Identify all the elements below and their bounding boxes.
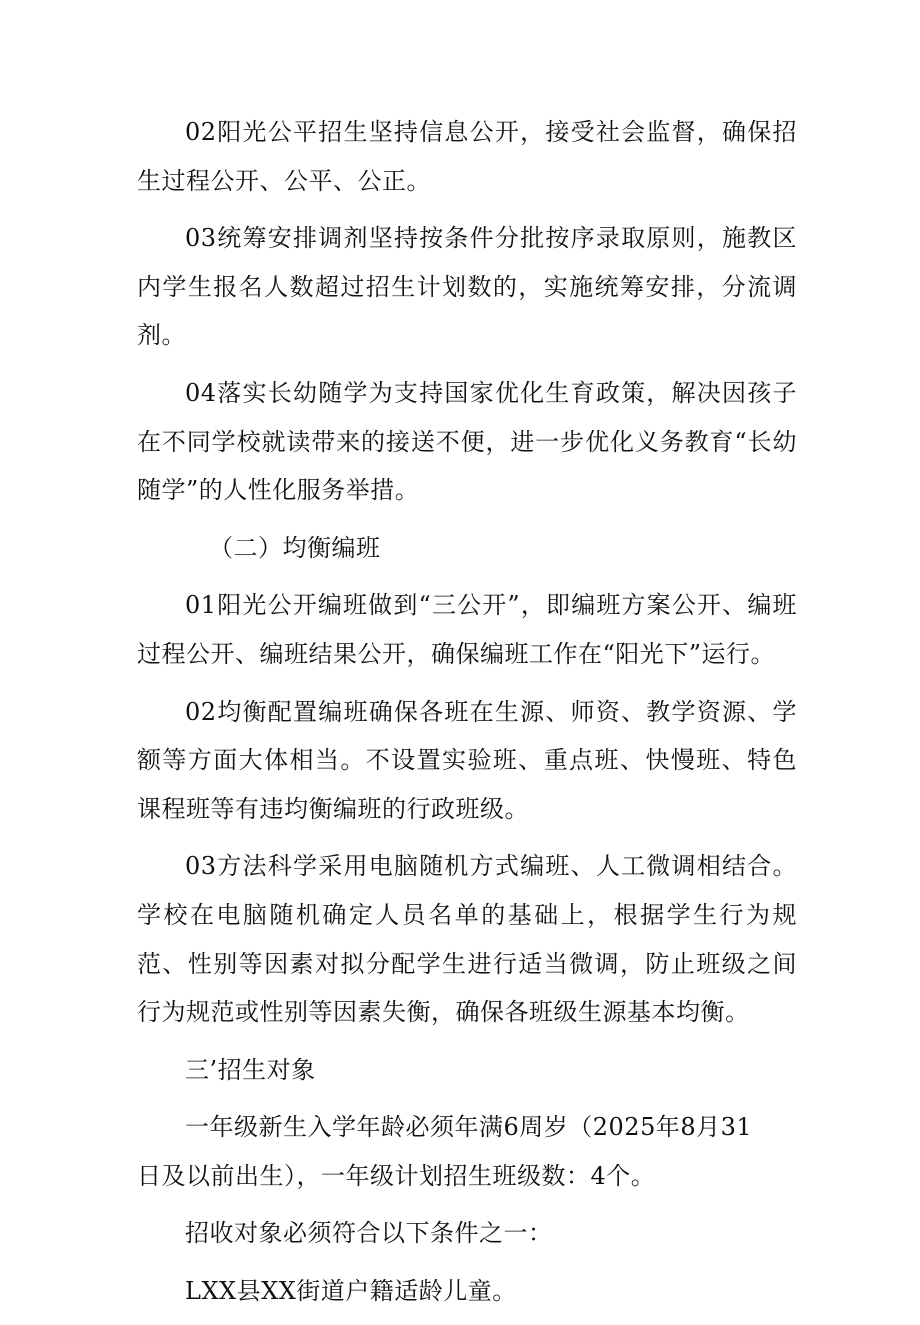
section-heading-balanced-classes: （二）均衡编班 <box>209 533 381 562</box>
document-body <box>137 108 797 1325</box>
paragraph-overall-arrangement: 03统筹安排调剂坚持按条件分批按序录取原则，施教区内学生报名人数超过招生计划数的，实施统筹安排，分流调剂。 <box>137 224 797 350</box>
section-heading-enrollment-targets: 三’招生对象 <box>185 1055 316 1084</box>
paragraph-eligibility-item-1: LXX县XX街道户籍适龄儿童。 <box>185 1277 517 1306</box>
paragraph-sibling-enrollment: 04落实长幼随学为支持国家优化生育政策，解决因孩子在不同学校就读带来的接送不便，进一步优化义务教育“长幼随学”的人性化服务举措。 <box>137 378 797 505</box>
paragraph-balanced-allocation: 02均衡配置编班确保各班在生源、师资、教学资源、学额等方面大体相当。不设置实验班、重点班、快慢班、特色课程班等有违均衡编班的行政班级。 <box>137 697 797 823</box>
paragraph-open-class-assignment: 01阳光公开编班做到“三公开”，即编班方案公开、编班过程公开、编班结果公开，确保编班工作在“阳光下”运行。 <box>137 591 797 668</box>
paragraph-scientific-method: 03方法科学采用电脑随机方式编班、人工微调相结合。学校在电脑随机确定人员名单的基础上，根据学生行为规范、性别等因素对拟分配学生进行适当微调，防止班级之间行为规范或性别等因素失衡，确保各班级生源基本均衡。 <box>137 852 797 1027</box>
age-requirement-line-1: 一年级新生入学年龄必须年满6周岁（2025年8月31 <box>185 1113 753 1142</box>
paragraph-age-requirement <box>137 1103 797 1209</box>
paragraph-eligibility-intro: 招收对象必须符合以下条件之一： <box>185 1219 553 1248</box>
paragraph-sunshine-fair-enrollment: 02阳光公平招生坚持信息公开，接受社会监督，确保招生过程公开、公平、公正。 <box>137 118 797 195</box>
age-requirement-line-2: 日及以前出生），一年级计划招生班级数：4个。 <box>137 1161 656 1190</box>
